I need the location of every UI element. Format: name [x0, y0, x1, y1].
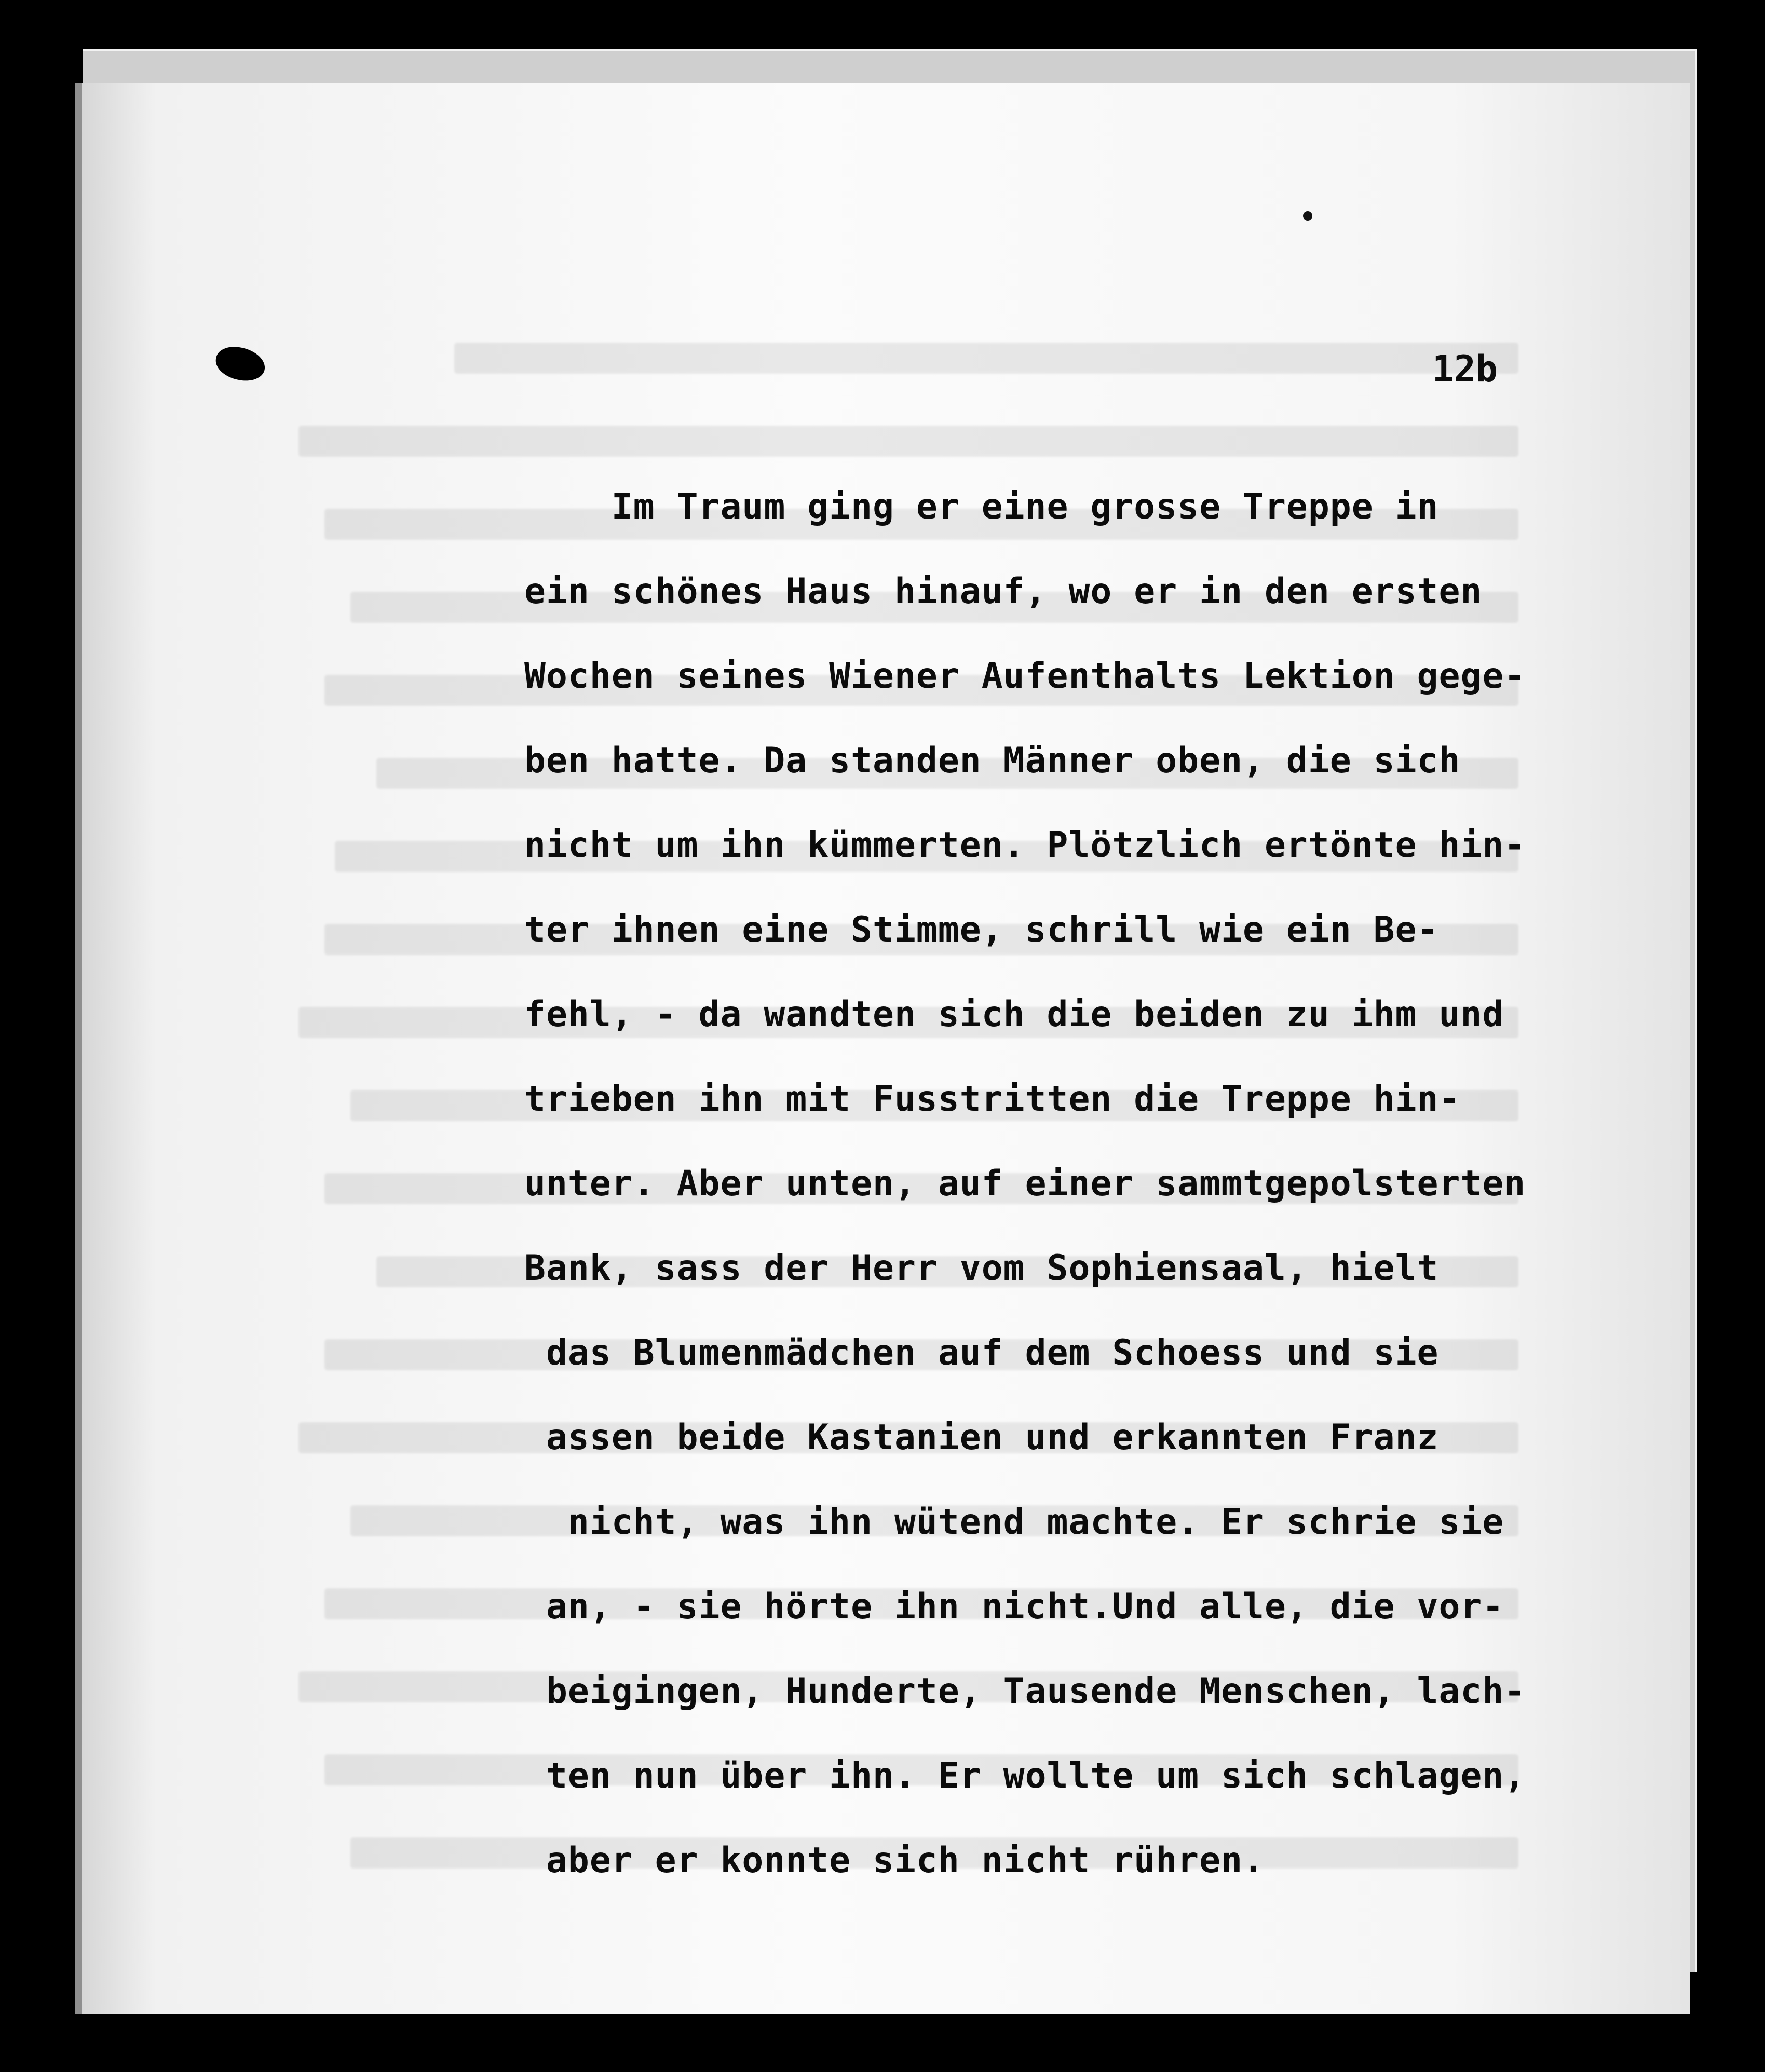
text-line: fehl, - da wandten sich die beiden zu ihm und: [524, 994, 1504, 1035]
text-line: aber er konnte sich nicht rühren.: [524, 1840, 1265, 1881]
text-line: Wochen seines Wiener Aufenthalts Lektion gege-: [524, 656, 1526, 697]
ink-speck: [1303, 211, 1312, 221]
text-line: das Blumenmädchen auf dem Schoess und sie: [524, 1332, 1439, 1373]
body-text: [524, 465, 1690, 1903]
text-line: unter. Aber unten, auf einer sammtgepolsterten: [524, 1163, 1526, 1204]
text-line: ein schönes Haus hinauf, wo er in den ersten: [524, 571, 1483, 612]
text-line: assen beide Kastanien und erkannten Franz: [524, 1417, 1439, 1458]
text-line: ter ihnen eine Stimme, schrill wie ein Be-: [524, 909, 1439, 950]
page-number: 12b: [1432, 348, 1498, 390]
text-line: an, - sie hörte ihn nicht.Und alle, die vor-: [524, 1586, 1504, 1627]
text-line: nicht um ihn kümmerten. Plötzlich ertönte hin-: [524, 825, 1526, 866]
text-line: beigingen, Hunderte, Tausende Menschen, lach-: [524, 1671, 1526, 1712]
typewritten-page: [75, 83, 1690, 2014]
text-line: ten nun über ihn. Er wollte um sich schlagen,: [524, 1755, 1526, 1796]
text-line: ben hatte. Da standen Männer oben, die sich: [524, 740, 1461, 781]
text-line: nicht, was ihn wütend machte. Er schrie sie: [524, 1502, 1504, 1543]
text-line: trieben ihn mit Fusstritten die Treppe hin-: [524, 1079, 1461, 1120]
text-line: Im Traum ging er eine grosse Treppe in: [524, 486, 1439, 527]
text-line: Bank, sass der Herr vom Sophiensaal, hielt: [524, 1248, 1439, 1289]
